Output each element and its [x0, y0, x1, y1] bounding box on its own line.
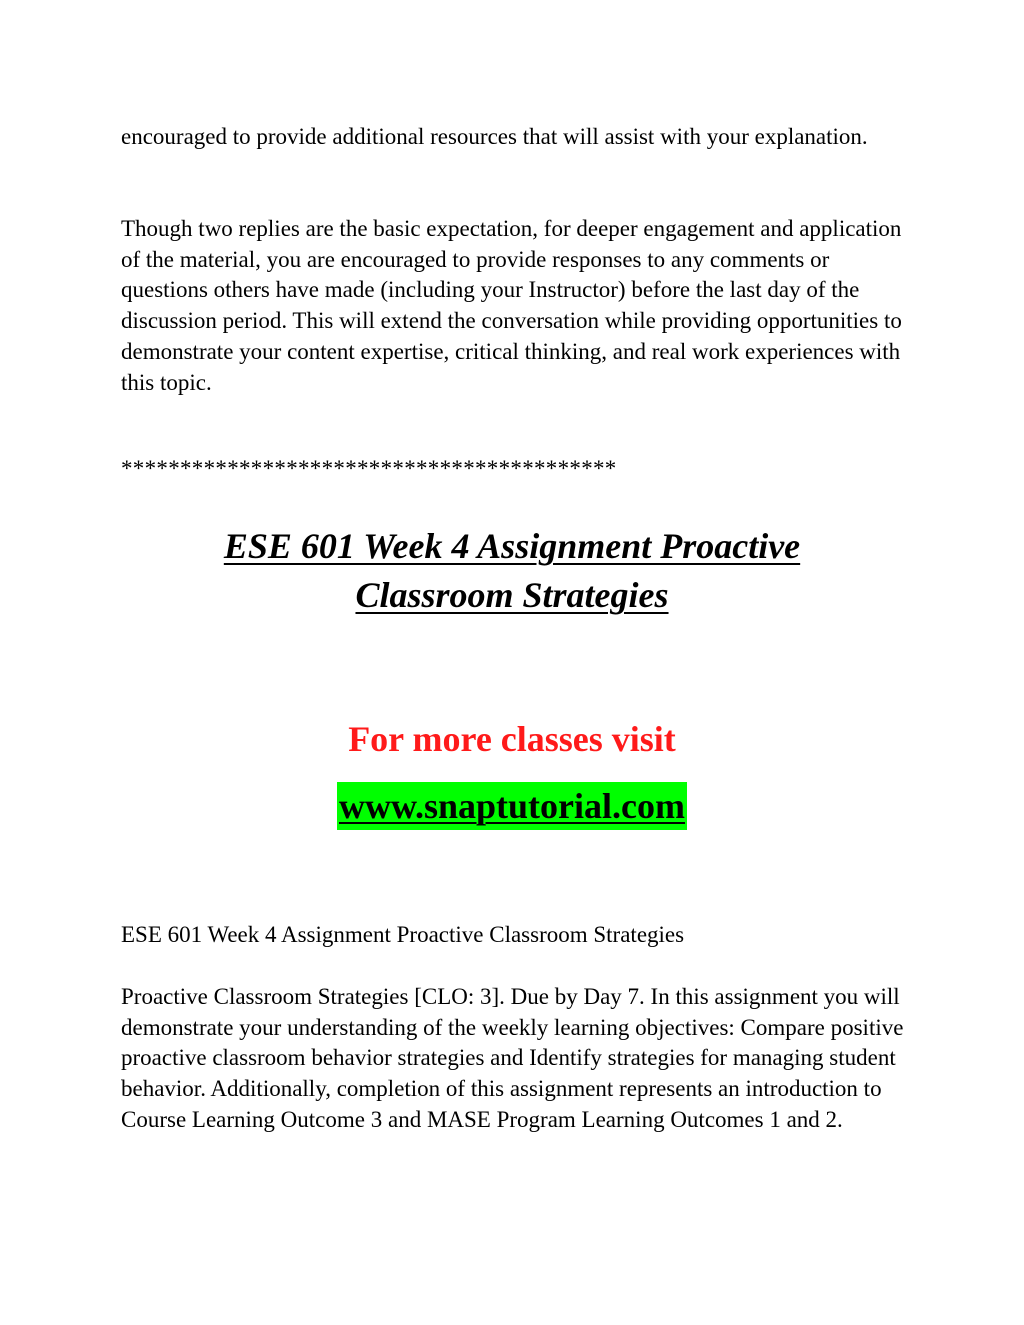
intro-paragraph: encouraged to provide additional resources that will assist with your explanation.	[121, 124, 868, 149]
assignment-title-text-2: Classroom Strategies	[355, 575, 669, 615]
assignment-title-line-2	[0, 570, 1024, 620]
assignment-heading-paragraph: ESE 601 Week 4 Assignment Proactive Classroom Strategies	[121, 922, 685, 947]
site-link-container	[0, 782, 1024, 830]
replies-paragraph: Though two replies are the basic expectation, for deeper engagement and application of the material, you are encouraged to provide responses to any comments or questions others have made (including your Instructor) before the last day of the discussion period. This will extend the conversation while providing opportunities to demonstrate your content expertise, critical thinking, and real work experiences with this topic.	[121, 216, 902, 395]
assignment-description-paragraph: Proactive Classroom Strategies [CLO: 3]. Due by Day 7. In this assignment you will demonstrate your understanding of the weekly learning objectives: Compare positive proactive classroom behavior strategies and Identify strategies for managing student behavior. Additionally, completion of this assignment represents an introduction to Course Learning Outcome 3 and MASE Program Learning Outcomes 1 and 2.	[121, 984, 904, 1132]
snaptutorial-link[interactable]: www.snaptutorial.com	[337, 782, 687, 830]
assignment-title-line-1	[0, 521, 1024, 571]
assignment-title-text-1: ESE 601 Week 4 Assignment Proactive	[223, 526, 801, 566]
promo-text: For more classes visit	[348, 719, 676, 759]
separator-line: ******************************************	[121, 456, 617, 481]
